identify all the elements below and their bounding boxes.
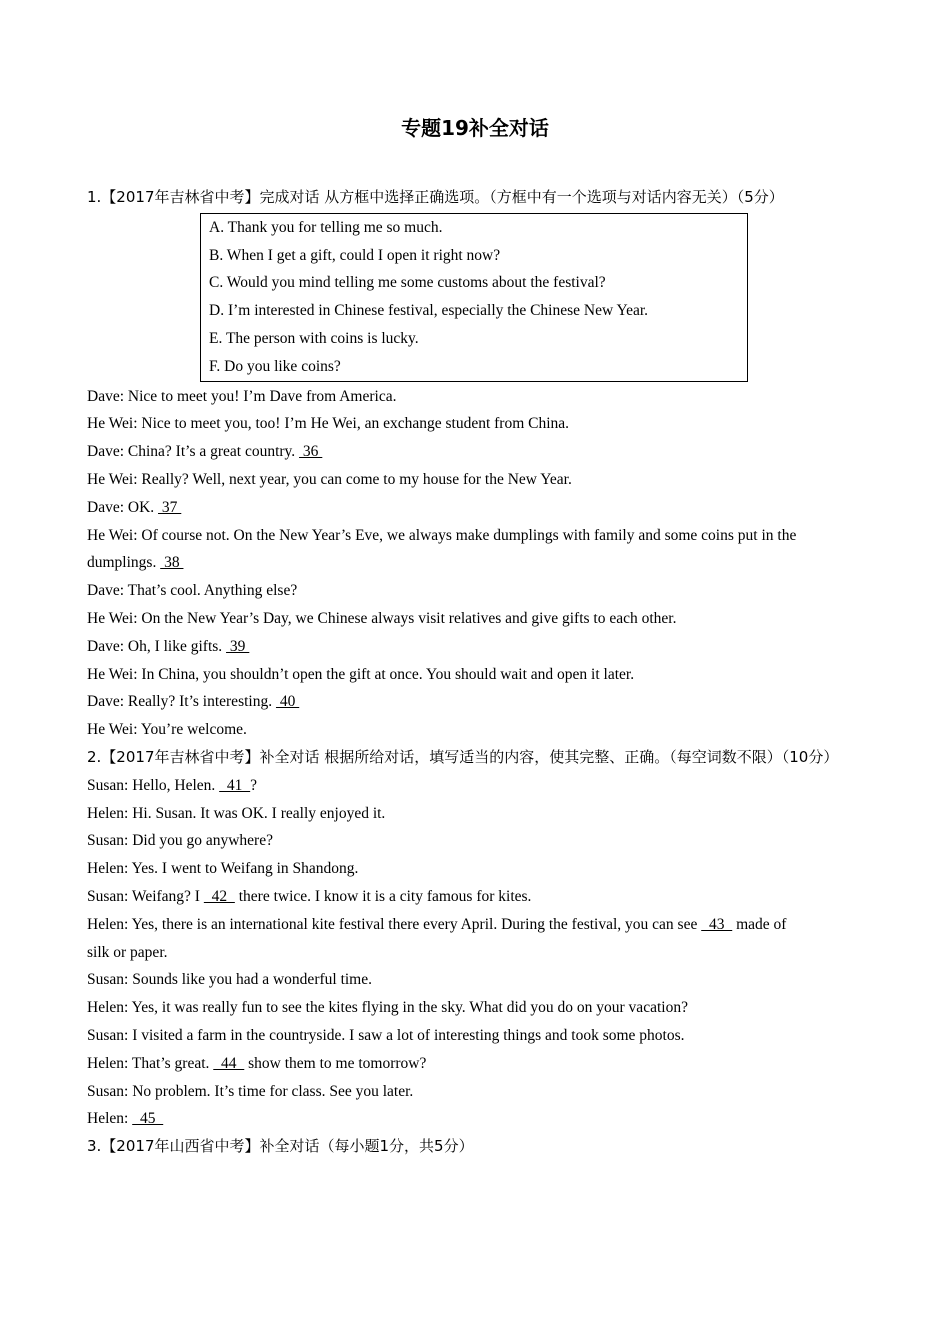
q3-heading-text: 3.【2017年山西省中考】补全对话（每小题1分，共5分） [87, 1137, 474, 1156]
blank-43: 43 [701, 915, 733, 933]
blank-45: 45 [132, 1110, 164, 1128]
line-text: Dave: OK. [87, 498, 159, 516]
line-text: dumplings. [87, 554, 161, 572]
line-text: Dave: Really? It’s interesting. [87, 693, 276, 711]
document-body [87, 184, 862, 1161]
dialogue-line: silk or paper. [87, 943, 168, 961]
line-text: made of [732, 915, 787, 933]
line-text: Helen: That’s great. [87, 1054, 214, 1072]
dialogue-line [87, 1105, 862, 1133]
line-text: Dave: China? It’s a great country. [87, 443, 300, 461]
dialogue-line [87, 633, 862, 661]
line-text: show them to me tomorrow? [244, 1054, 427, 1072]
dialogue-line: He Wei: Really? Well, next year, you can come to my house for the New Year. [87, 470, 572, 488]
option-c: C. Would you mind telling me some customs about the festival? [209, 274, 606, 292]
blank-41: 41 [219, 776, 251, 794]
line-text: ? [250, 776, 258, 794]
option-f: F. Do you like coins? [209, 357, 341, 375]
blank-42: 42 [203, 887, 235, 905]
blank-44: 44 [213, 1054, 245, 1072]
page-title: 专题19补全对话 [401, 116, 549, 140]
dialogue-line: He Wei: On the New Year’s Day, we Chinese always visit relatives and give gifts to each other. [87, 609, 677, 627]
dialogue-line [87, 688, 862, 716]
question-1-heading [87, 184, 862, 212]
dialogue-line: Susan: I visited a farm in the countryside. I saw a lot of interesting things and took some photos. [87, 1026, 685, 1044]
option-e: E. The person with coins is lucky. [209, 329, 419, 347]
options-box [200, 213, 748, 382]
question-2-heading [87, 744, 862, 772]
option-a: A. Thank you for telling me so much. [209, 218, 443, 236]
dialogue-line [87, 911, 862, 939]
dialogue-line [87, 494, 862, 522]
dialogue-line: Susan: Did you go anywhere? [87, 832, 273, 850]
q1-heading-text: 1.【2017年吉林省中考】完成对话 从方框中选择正确选项。（方框中有一个选项与对话内容无关）（5分） [87, 188, 784, 206]
dialogue-line [87, 1050, 862, 1078]
dialogue-line [87, 883, 862, 911]
option-d: D. I’m interested in Chinese festival, especially the Chinese New Year. [209, 302, 649, 320]
dialogue-line: Dave: Nice to meet you! I’m Dave from America. [87, 387, 397, 405]
line-text: there twice. I know it is a city famous for kites. [234, 887, 532, 905]
dialogue-line: Helen: Hi. Susan. It was OK. I really enjoyed it. [87, 804, 386, 822]
line-text: Helen: [87, 1110, 133, 1128]
dialogue-line: He Wei: Of course not. On the New Year’s Eve, we always make dumplings with family and some coins put in the [87, 526, 797, 544]
dialogue-line: Susan: No problem. It’s time for class. See you later. [87, 1082, 414, 1100]
dialogue-line [87, 438, 862, 466]
blank-40: 40 [275, 693, 300, 711]
question-3-heading [87, 1133, 862, 1161]
line-text: Helen: Yes, there is an international kite festival there every April. During the festival, you can see [87, 915, 702, 933]
dialogue-line: He Wei: Nice to meet you, too! I’m He Wei, an exchange student from China. [87, 415, 570, 433]
blank-36: 36 [299, 443, 323, 461]
dialogue-line: He Wei: In China, you shouldn’t open the gift at once. You should wait and open it later. [87, 665, 635, 683]
dialogue-line: Helen: Yes, it was really fun to see the kites flying in the sky. What did you do on your vacation? [87, 999, 688, 1017]
dialogue-line [87, 549, 862, 577]
blank-38: 38 [160, 554, 184, 572]
q2-heading-text: 2.【2017年吉林省中考】补全对话 根据所给对话，填写适当的内容，使其完整、正确。（每空词数不限）（10分） [87, 747, 839, 766]
blank-37: 37 [158, 498, 182, 516]
dialogue-line: Helen: Yes. I went to Weifang in Shandong. [87, 860, 359, 878]
blank-39: 39 [226, 637, 250, 655]
dialogue-line: Susan: Sounds like you had a wonderful time. [87, 971, 372, 989]
line-text: Susan: Hello, Helen. [87, 776, 220, 794]
dialogue-line: Dave: That’s cool. Anything else? [87, 582, 298, 600]
line-text: Dave: Oh, I like gifts. [87, 637, 227, 655]
option-b: B. When I get a gift, could I open it right now? [209, 246, 501, 264]
dialogue-line: He Wei: You’re welcome. [87, 721, 247, 739]
line-text: Susan: Weifang? I [87, 887, 204, 905]
dialogue-line [87, 772, 862, 800]
